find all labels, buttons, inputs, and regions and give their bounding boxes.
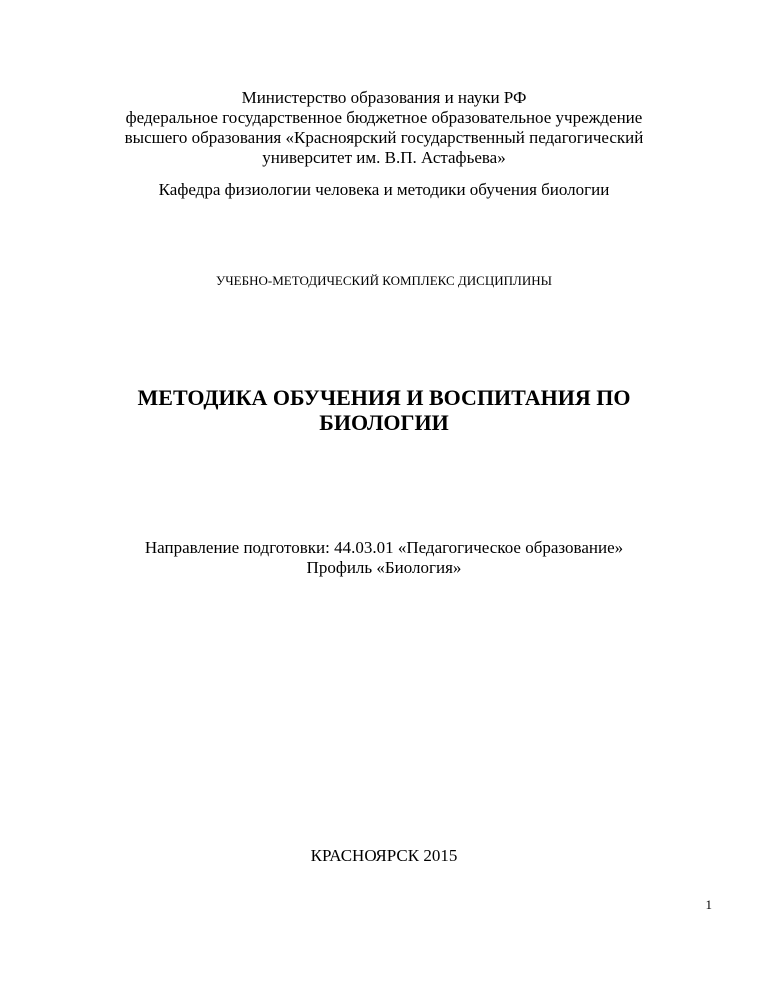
profile-line: Профиль «Биология» (306, 558, 462, 577)
training-direction (0, 538, 768, 578)
direction-line: Направление подготовки: 44.03.01 «Педагогическое образование» (144, 538, 624, 557)
document-type (0, 272, 768, 290)
department-name (0, 180, 768, 200)
city-year (0, 846, 768, 866)
discipline-title-line-1: МЕТОДИКА ОБУЧЕНИЯ И ВОСПИТАНИЯ ПО (137, 385, 631, 410)
discipline-title-line-2: БИОЛОГИИ (319, 410, 449, 435)
city-year-line: КРАСНОЯРСК 2015 (310, 846, 458, 865)
complex-title-line: УЧЕБНО-МЕТОДИЧЕСКИЙ КОМПЛЕКС ДИСЦИПЛИНЫ (216, 273, 552, 288)
discipline-title (0, 385, 768, 435)
university-name-line: университет им. В.П. Астафьева» (262, 148, 506, 167)
department-line: Кафедра физиологии человека и методики обучения биологии (158, 180, 610, 199)
ministry-line: Министерство образования и науки РФ (241, 88, 527, 107)
institution-name-line: высшего образования «Красноярский государственный педагогический (124, 128, 644, 147)
institution-type-line: федеральное государственное бюджетное образовательное учреждение (125, 108, 643, 127)
page-number: 1 (705, 897, 712, 912)
institution-header (0, 88, 768, 168)
